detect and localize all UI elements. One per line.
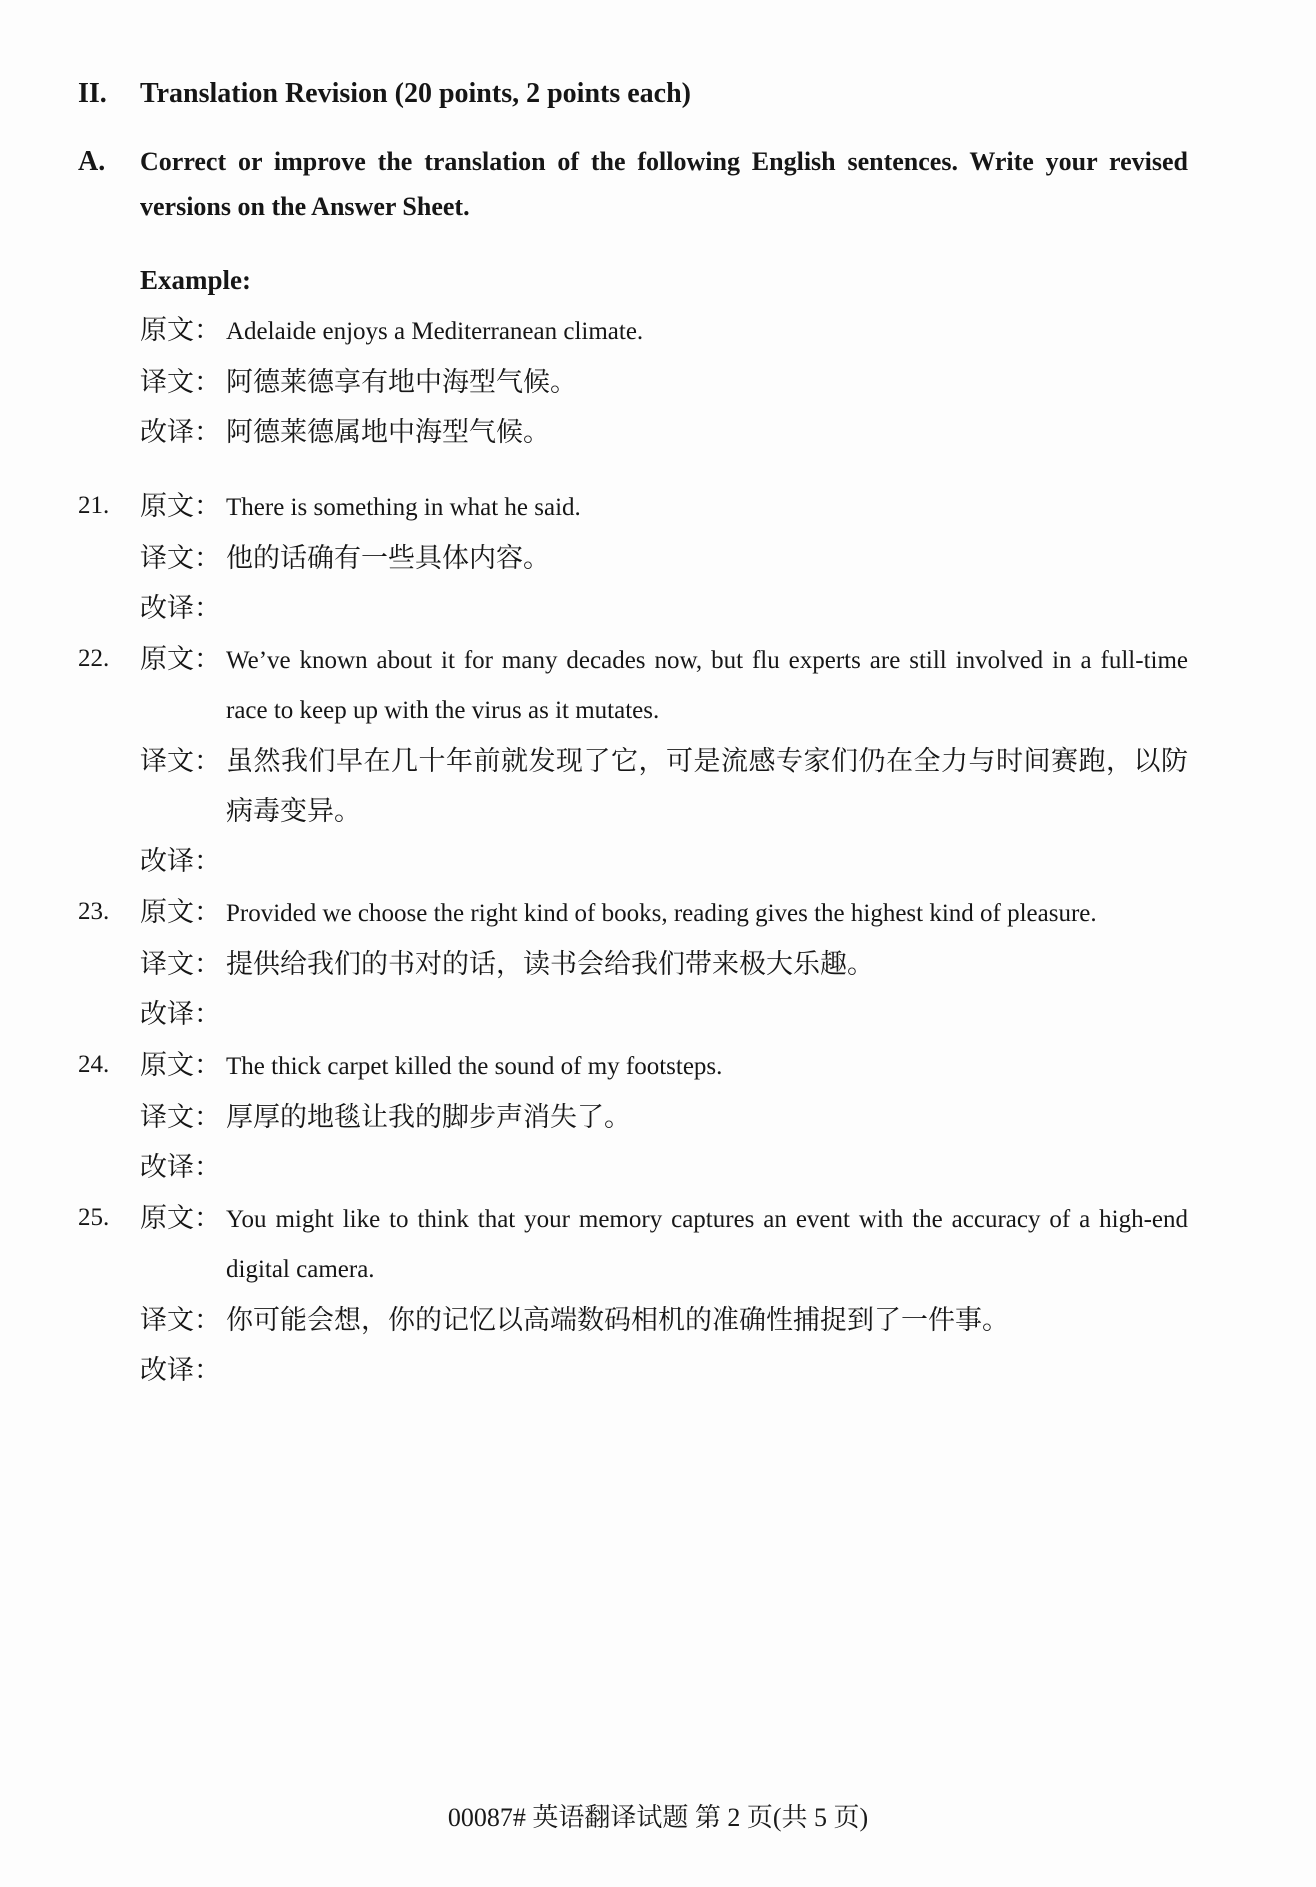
item-23 — [78, 887, 1188, 1039]
item-24-translation-line — [140, 1092, 1188, 1142]
translation-label: 译文： — [140, 949, 221, 979]
item-24-revision-line — [140, 1142, 1188, 1192]
translation-label: 译文： — [140, 367, 221, 397]
item-22-translation-text: 虽然我们早在几十年前就发现了它，可是流感专家们仍在全力与时间赛跑，以防病毒变异。 — [226, 746, 1188, 826]
item-21-translation-text: 他的话确有一些具体内容。 — [226, 543, 550, 573]
revision-label: 改译： — [140, 846, 221, 876]
source-label: 原文： — [140, 315, 221, 345]
source-label: 原文： — [140, 1050, 221, 1080]
source-label: 原文： — [140, 897, 221, 927]
item-21-source-line — [140, 481, 1188, 533]
item-24-translation-text: 厚厚的地毯让我的脚步声消失了。 — [226, 1102, 631, 1132]
item-23-source-text: Provided we choose the right kind of books, reading gives the highest kind of pleasure. — [226, 900, 1097, 927]
item-21 — [78, 481, 1188, 633]
source-label: 原文： — [140, 644, 221, 674]
revision-label: 改译： — [140, 417, 221, 447]
item-25-translation-text: 你可能会想，你的记忆以高端数码相机的准确性捕捉到了一件事。 — [226, 1305, 1009, 1335]
item-24-number: 24. — [78, 1051, 110, 1078]
item-23-number: 23. — [78, 898, 110, 925]
item-24-source-line — [140, 1040, 1188, 1092]
item-25-source-text: You might like to think that your memory captures an event with the accuracy of a high-end digital camera. — [226, 1206, 1188, 1283]
source-label: 原文： — [140, 1203, 221, 1233]
section-number: II. — [78, 78, 107, 109]
revision-label: 改译： — [140, 1152, 221, 1182]
part-instruction: Correct or improve the translation of the following English sentences. Write your revised versions on the Answer Sheet. — [140, 147, 1188, 221]
item-24-source-text: The thick carpet killed the sound of my footsteps. — [226, 1053, 723, 1080]
source-label: 原文： — [140, 491, 221, 521]
item-22-source-line — [140, 634, 1188, 736]
example-revision-text: 阿德莱德属地中海型气候。 — [226, 417, 550, 447]
item-21-source-text: There is something in what he said. — [226, 494, 581, 521]
item-22-revision-line — [140, 836, 1188, 886]
section-heading — [78, 70, 1188, 118]
item-25-source-line — [140, 1193, 1188, 1295]
translation-label: 译文： — [140, 746, 221, 776]
item-23-translation-text: 提供给我们的书对的话，读书会给我们带来极大乐趣。 — [226, 949, 874, 979]
example-translation-line — [140, 357, 1188, 407]
example-source-text: Adelaide enjoys a Mediterranean climate. — [226, 318, 644, 345]
revision-label: 改译： — [140, 593, 221, 623]
example-block — [140, 255, 1188, 457]
revision-label: 改译： — [140, 999, 221, 1029]
item-21-translation-line — [140, 533, 1188, 583]
page-footer: 00087# 英语翻译试题 第 2 页(共 5 页) — [447, 1803, 869, 1832]
example-heading: Example: — [140, 265, 251, 295]
item-25 — [78, 1193, 1188, 1395]
example-translation-text: 阿德莱德享有地中海型气候。 — [226, 367, 577, 397]
item-21-revision-line — [140, 583, 1188, 633]
item-22-source-text: We’ve known about it for many decades now, but flu experts are still involved in a full-time race to keep up with the virus as it mutates. — [226, 647, 1188, 724]
item-25-number: 25. — [78, 1204, 110, 1231]
item-21-number: 21. — [78, 492, 110, 519]
example-revision-line — [140, 407, 1188, 457]
item-22-translation-line — [140, 736, 1188, 836]
item-22 — [78, 634, 1188, 886]
example-source-line — [140, 305, 1188, 357]
item-25-translation-line — [140, 1295, 1188, 1345]
translation-label: 译文： — [140, 1102, 221, 1132]
part-a-instruction-block — [78, 138, 1188, 229]
translation-label: 译文： — [140, 543, 221, 573]
item-24 — [78, 1040, 1188, 1192]
item-22-number: 22. — [78, 645, 110, 672]
item-23-revision-line — [140, 989, 1188, 1039]
revision-label: 改译： — [140, 1355, 221, 1385]
item-23-source-line — [140, 887, 1188, 939]
item-23-translation-line — [140, 939, 1188, 989]
item-25-revision-line — [140, 1345, 1188, 1395]
section-title: Translation Revision (20 points, 2 points each) — [140, 78, 691, 109]
translation-label: 译文： — [140, 1305, 221, 1335]
part-letter: A. — [78, 146, 106, 177]
